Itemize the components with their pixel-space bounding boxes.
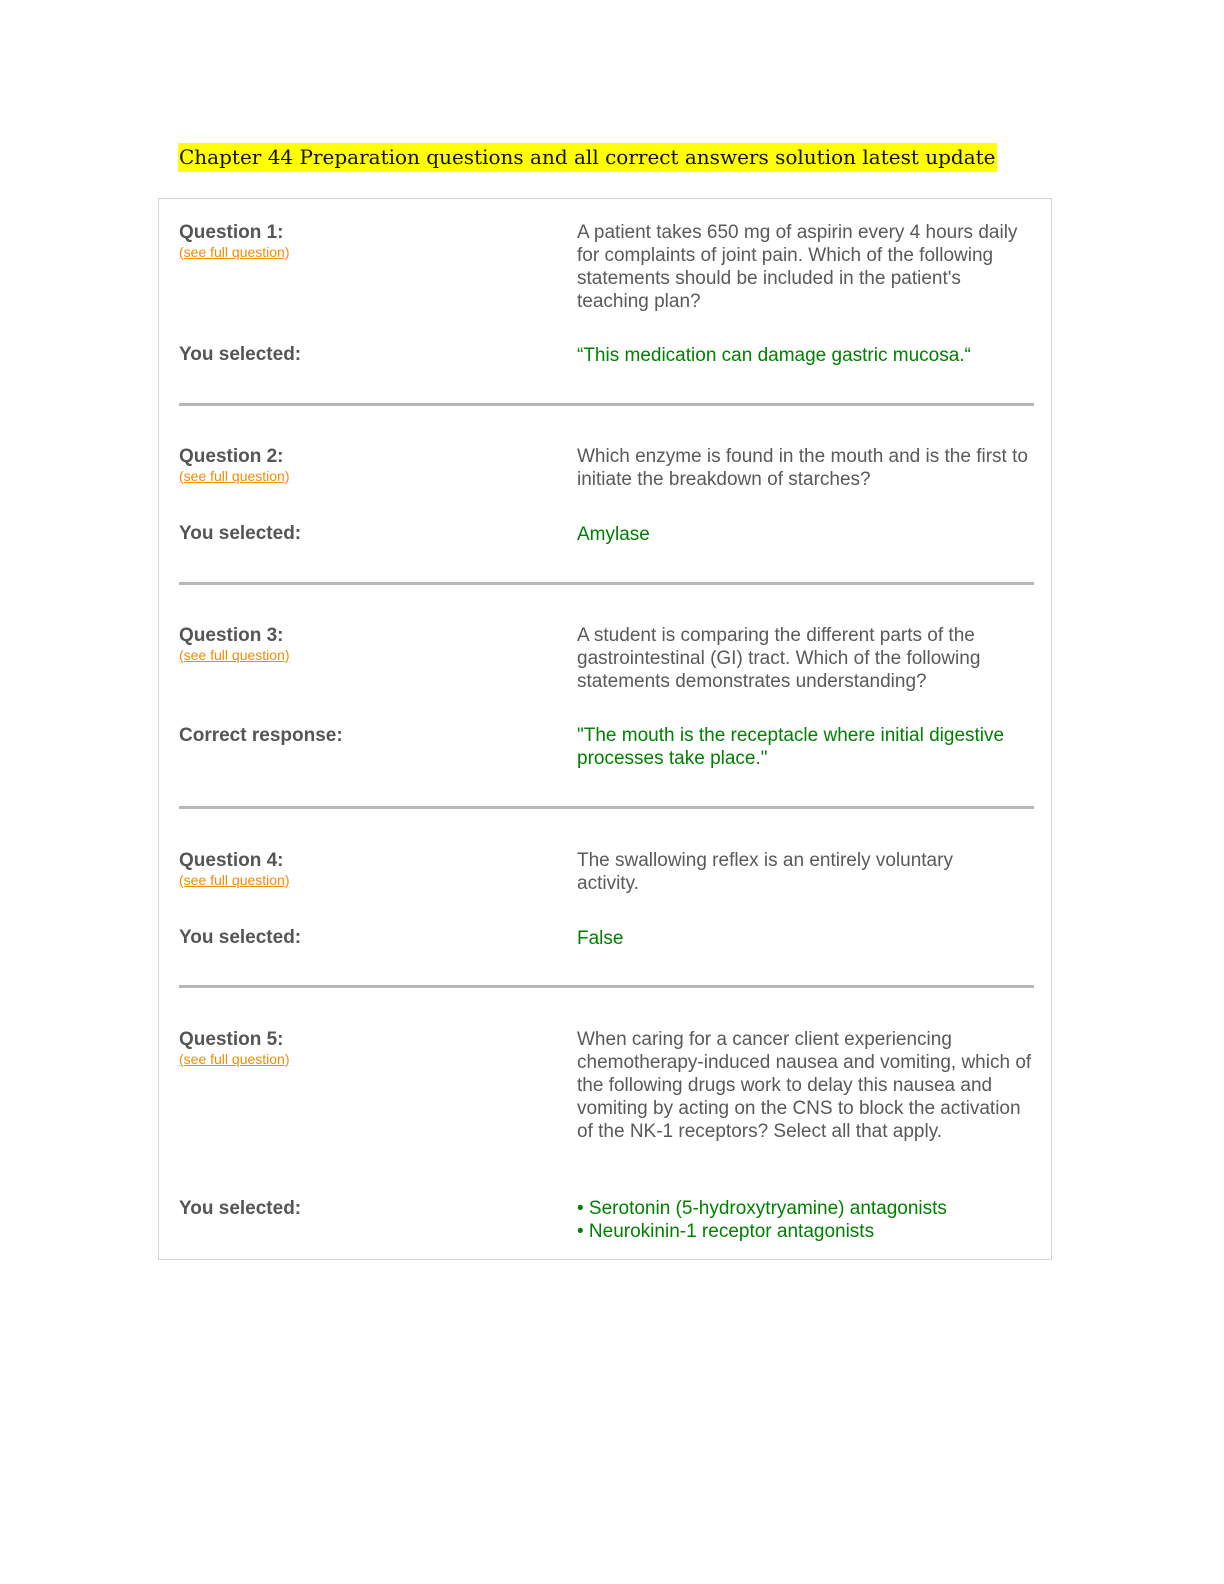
answer-item: Amylase [577,524,650,545]
question-label: Question 3: [179,625,284,646]
question-label: Question 2: [179,446,284,467]
question-divider [179,806,1034,809]
question-text: When caring for a cancer client experiencing chemotherapy-induced nausea and vomiting, which of the following drugs work to delay this nausea and vomiting by acting on the CNS to block the activation of the NK-1 receptors? Select all that apply. [577,1029,1032,1142]
answer-label: You selected: [179,344,302,365]
document-title: Chapter 44 Preparation questions and all correct answers solution latest update [178,143,997,172]
answer-label: Correct response: [179,725,343,746]
question-divider [179,985,1034,988]
see-full-question-link[interactable]: (see full question) [179,647,290,663]
see-full-question-link[interactable]: (see full question) [179,1051,290,1067]
question-text: Which enzyme is found in the mouth and is the first to initiate the breakdown of starches? [577,446,1028,490]
question-text: A patient takes 650 mg of aspirin every 4 hours daily for complaints of joint pain. Which of the following statements should be included in the patient's teaching plan? [577,222,1018,312]
answer-item: • Serotonin (5-hydroxytryamine) antagonists [577,1198,947,1219]
answer-label: You selected: [179,927,302,948]
see-full-question-link[interactable]: (see full question) [179,872,290,888]
answer-text: "The mouth is the receptacle where initial digestive processes take place." [577,725,1005,769]
answer-item: False [577,928,624,949]
question-text: The swallowing reflex is an entirely voluntary activity. [577,850,953,894]
quiz-results-panel [158,198,1052,1260]
answer-text [577,523,1037,546]
question-label: Question 5: [179,1029,284,1050]
see-full-question-link[interactable]: (see full question) [179,468,290,484]
question-divider [179,403,1034,406]
question-divider [179,582,1034,585]
answer-label: You selected: [179,1198,302,1219]
see-full-question-link[interactable]: (see full question) [179,244,290,260]
question-label: Question 1: [179,222,284,243]
question-label: Question 4: [179,850,284,871]
answer-text [577,927,1037,950]
answer-item: • Neurokinin-1 receptor antagonists [577,1221,875,1242]
answer-item: “This medication can damage gastric mucosa.“ [577,345,971,366]
question-text: A student is comparing the different parts of the gastrointestinal (GI) tract. Which of the following statements demonstrates understanding? [577,625,981,692]
answer-label: You selected: [179,523,302,544]
answer-text [577,1197,1037,1243]
answer-text [577,344,1037,367]
